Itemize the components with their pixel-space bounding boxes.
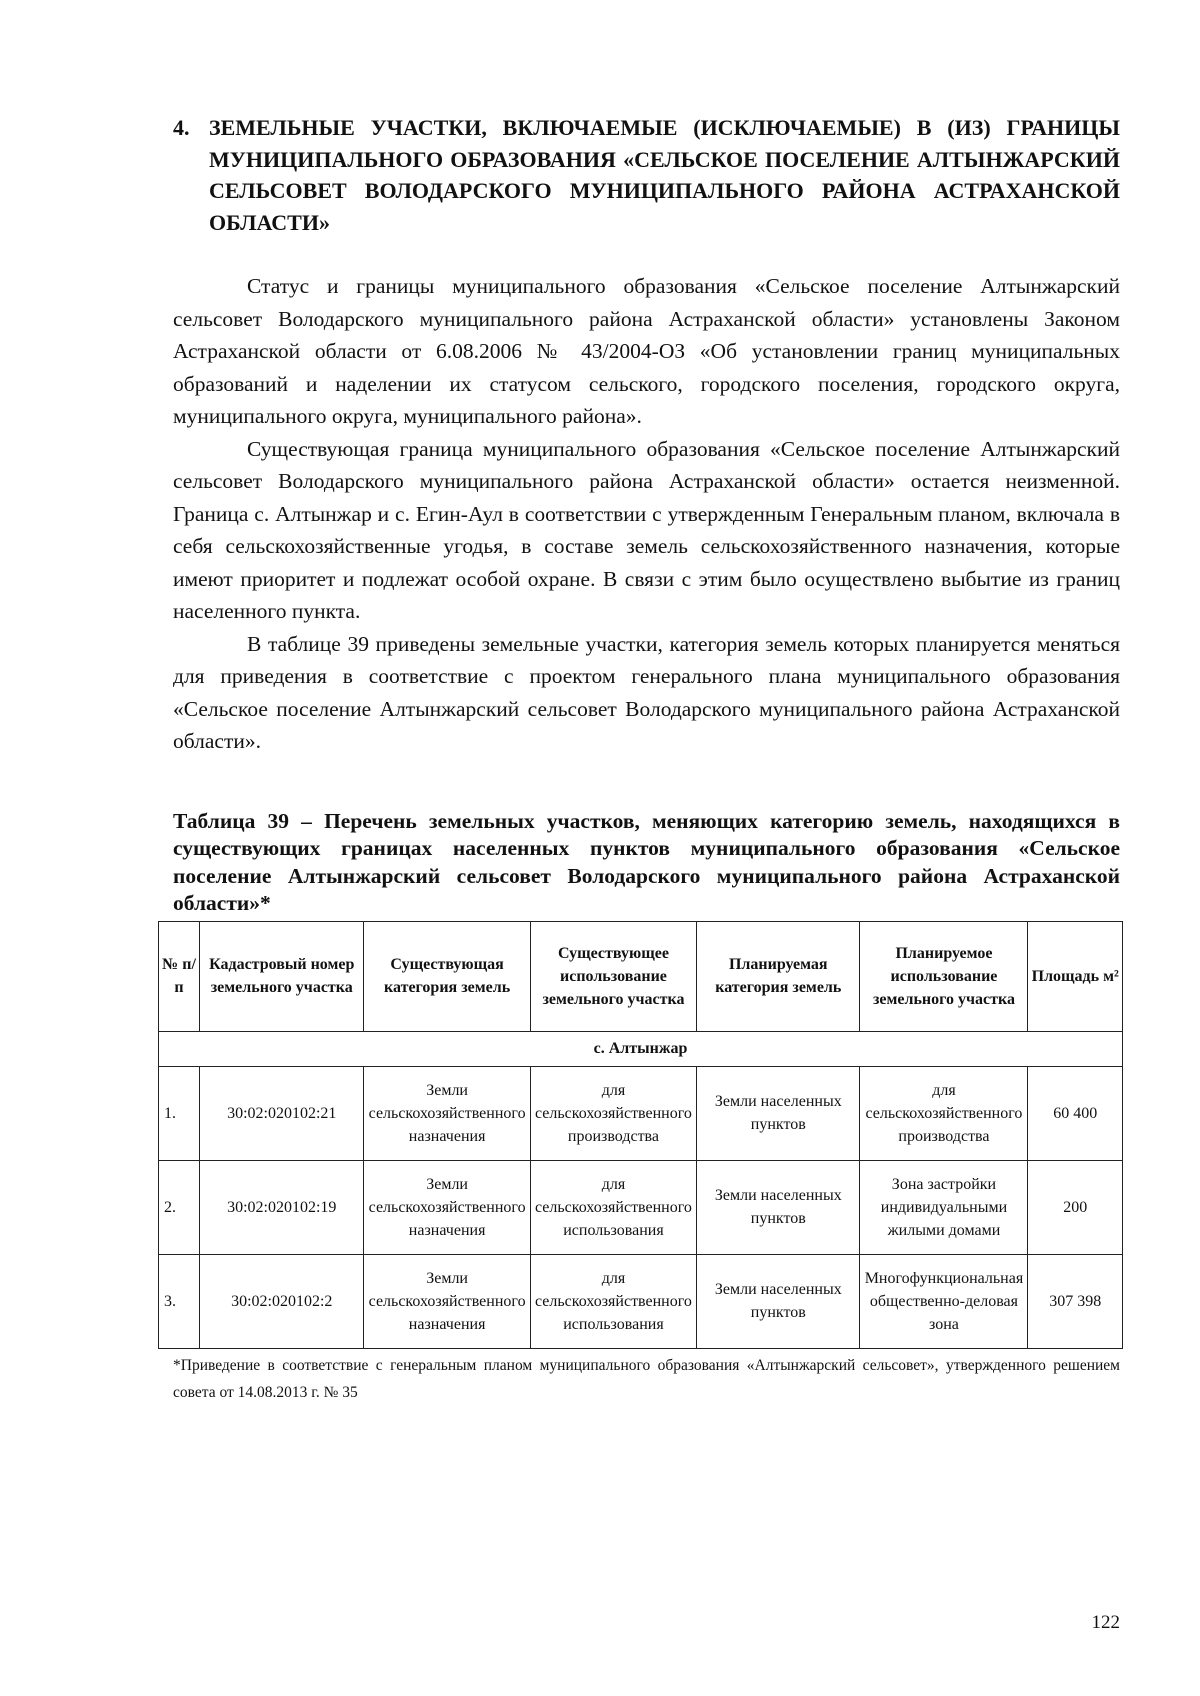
section-title: ЗЕМЕЛЬНЫЕ УЧАСТКИ, ВКЛЮЧАЕМЫЕ (ИСКЛЮЧАЕМЫЕ) В (ИЗ) ГРАНИЦЫ МУНИЦИПАЛЬНОГО ОБРАЗОВАНИЯ «СЕЛЬСКОЕ ПОСЕЛЕНИЕ АЛТЫНЖАРСКИЙ СЕЛЬСОВЕТ ВОЛОДАРСКОГО МУНИЦИПАЛЬНОГО РАЙОНА АСТРАХАНСКОЙ ОБЛАСТИ» — [209, 115, 1120, 235]
land-plots-table — [158, 921, 1123, 1349]
table-header-row — [159, 921, 1123, 1031]
table-row — [159, 1066, 1123, 1160]
table-group-row — [159, 1031, 1123, 1066]
document-page — [162, 112, 1120, 1406]
cell-cadastral: 30:02:020102:21 — [200, 1066, 364, 1160]
cell-planned-use: Многофункциональная общественно-деловая зона — [860, 1254, 1028, 1348]
cell-area: 200 — [1028, 1160, 1123, 1254]
cell-planned-category: Земли населенных пунктов — [697, 1066, 860, 1160]
cell-current-use: для сельскохозяйственного производства — [530, 1066, 696, 1160]
cell-current-use: для сельскохозяйственного использования — [530, 1160, 696, 1254]
cell-planned-use: Зона застройки индивидуальными жилыми домами — [860, 1160, 1028, 1254]
cell-number: 1. — [159, 1066, 200, 1160]
cell-planned-category: Земли населенных пунктов — [697, 1160, 860, 1254]
cell-area: 60 400 — [1028, 1066, 1123, 1160]
section-number: 4. — [173, 115, 190, 140]
page-number: 122 — [1091, 1612, 1120, 1633]
table-footnote: *Приведение в соответствие с генеральным планом муниципального образования «Алтынжарский сельсовет», утвержденного решением совета от 14.08.2013 г. № 35 — [173, 1356, 1120, 1401]
column-header: Планируемое использование земельного участка — [860, 921, 1028, 1031]
cell-current-category: Земли сельскохозяйственного назначения — [364, 1160, 530, 1254]
column-header: Существующая категория земель — [364, 921, 530, 1031]
group-label: с. Алтынжар — [159, 1031, 1123, 1066]
column-header: Существующее использование земельного участка — [530, 921, 696, 1031]
cell-cadastral: 30:02:020102:19 — [200, 1160, 364, 1254]
column-header: Площадь м² — [1028, 921, 1123, 1031]
cell-number: 2. — [159, 1160, 200, 1254]
paragraph: Существующая граница муниципального образования «Сельское поселение Алтынжарский сельсовет Володарского муниципального района Астраханской области» остается неизменной. Граница с. Алтынжар и с. Егин-Аул в соответствии с утвержденным Генеральным планом, включала в себя сельскохозяйственные угодья, в составе земель сельскохозяйственного назначения, которые имеют приоритет и подлежат особой охране. В связи с этим было осуществлено выбытие из границ населенного пункта. — [173, 436, 1120, 623]
cell-current-category: Земли сельскохозяйственного назначения — [364, 1066, 530, 1160]
cell-cadastral: 30:02:020102:2 — [200, 1254, 364, 1348]
column-header: Планируемая категория земель — [697, 921, 860, 1031]
column-header: Кадастровый номер земельного участка — [200, 921, 364, 1031]
cell-planned-use: для сельскохозяйственного производства — [860, 1066, 1028, 1160]
column-header: № п/п — [159, 921, 200, 1031]
paragraph: Статус и границы муниципального образования «Сельское поселение Алтынжарский сельсовет Володарского муниципального района Астраханской области» установлены Законом Астраханской области от 6.08.2006 № 43/2004-ОЗ «Об установлении границ муниципальных образований и наделении их статусом сельского, городского поселения, городского округа, муниципального округа, муниципального района». — [173, 274, 1120, 428]
body-text — [173, 270, 1120, 758]
cell-area: 307 398 — [1028, 1254, 1123, 1348]
cell-number: 3. — [159, 1254, 200, 1348]
section-heading — [173, 112, 1120, 238]
cell-current-use: для сельскохозяйственного использования — [530, 1254, 696, 1348]
table-caption: Таблица 39 – Перечень земельных участков, меняющих категорию земель, находящихся в существующих границах населенных пунктов муниципального образования «Сельское поселение Алтынжарский сельсовет Володарского муниципального района Астраханской области»* — [173, 808, 1120, 915]
paragraph: В таблице 39 приведены земельные участки, категория земель которых планируется меняться для приведения в соответствие с проектом генерального плана муниципального образования «Сельское поселение Алтынжарский сельсовет Володарского муниципального района Астраханской области». — [173, 631, 1120, 753]
table-row — [159, 1160, 1123, 1254]
cell-current-category: Земли сельскохозяйственного назначения — [364, 1254, 530, 1348]
table-row — [159, 1254, 1123, 1348]
cell-planned-category: Земли населенных пунктов — [697, 1254, 860, 1348]
